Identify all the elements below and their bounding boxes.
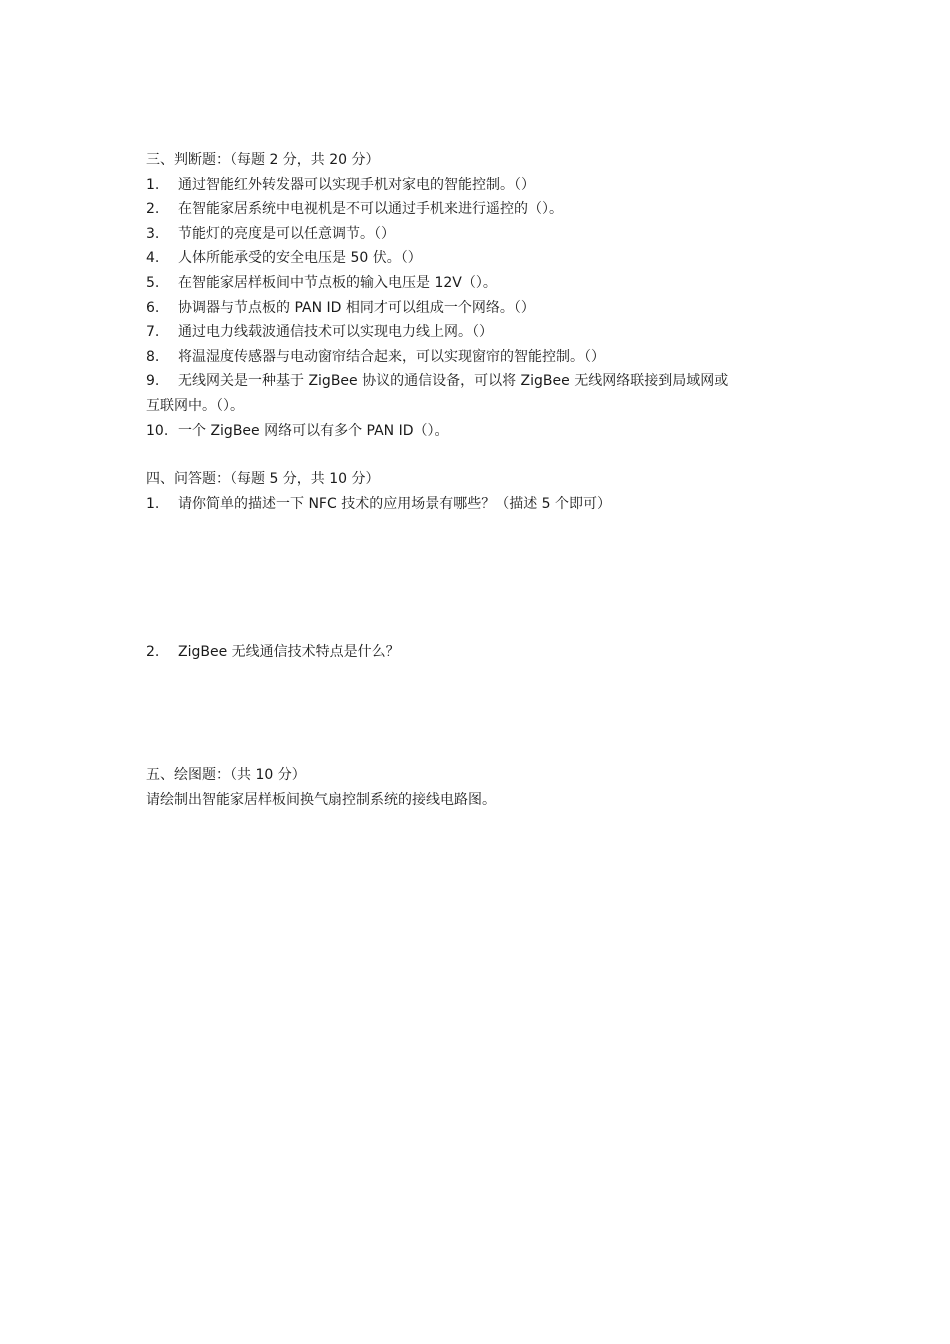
item-text: 在智能家居系统中电视机是不可以通过手机来进行遥控的（）。 [178,201,563,218]
item-text: 请你简单的描述一下 NFC 技术的应用场景有哪些？（描述 5 个即可） [178,495,612,512]
list-item [146,492,816,517]
item-text: 将温湿度传感器与电动窗帘结合起来，可以实现窗帘的智能控制。（） [178,348,605,365]
item-number: 7. [146,324,160,341]
item-text: 通过电力线载波通信技术可以实现电力线上网。（） [178,324,493,341]
list-item [146,640,816,665]
section-5-heading: 五、绘图题：（共 10 分） [146,766,306,783]
list-item [146,197,816,222]
section-3-heading: 三、判断题：（每题 2 分，共 20 分） [146,152,380,168]
item-text: 一个 ZigBee 网络可以有多个 PAN ID（）。 [178,422,449,439]
list-item [146,173,816,198]
list-item [146,296,816,321]
item-number: 9. [146,373,160,390]
item-text: 人体所能承受的安全电压是 50 伏。（） [178,250,422,267]
document-content [146,148,816,812]
item-number: 2. [146,644,160,661]
item-number: 10. [146,422,169,439]
answer-space [146,516,816,640]
item-text: ZigBee 无线通信技术特点是什么？ [178,644,400,661]
list-item [146,246,816,271]
item-number: 1. [146,176,160,193]
answer-space [146,665,816,763]
section-5-instruction: 请绘制出智能家居样板间换气扇控制系统的接线电路图。 [146,791,496,808]
list-item [146,222,816,247]
item-number: 8. [146,348,160,365]
item-continuation: 互联网中。（）。 [146,397,244,414]
item-text: 通过智能红外转发器可以实现手机对家电的智能控制。（） [178,176,535,193]
spacer [146,443,816,467]
list-item [146,345,816,370]
item-number: 4. [146,250,160,267]
item-number: 6. [146,299,160,316]
item-number: 2. [146,201,160,218]
section-4-heading: 四、问答题：（每题 5 分，共 10 分） [146,471,380,488]
item-text: 在智能家居样板间中节点板的输入电压是 12V（）。 [178,274,497,291]
list-item [146,271,816,296]
item-text: 节能灯的亮度是可以任意调节。（） [178,225,395,242]
item-text: 无线网关是一种基于 ZigBee 协议的通信设备，可以将 ZigBee 无线网络联接到局域网或 [178,373,729,390]
item-text: 协调器与节点板的 PAN ID 相同才可以组成一个网络。（） [178,299,535,316]
list-item [146,320,816,345]
item-number: 1. [146,495,160,512]
item-number: 3. [146,225,160,242]
item-number: 5. [146,274,160,291]
list-item [146,369,816,394]
list-item [146,419,816,444]
